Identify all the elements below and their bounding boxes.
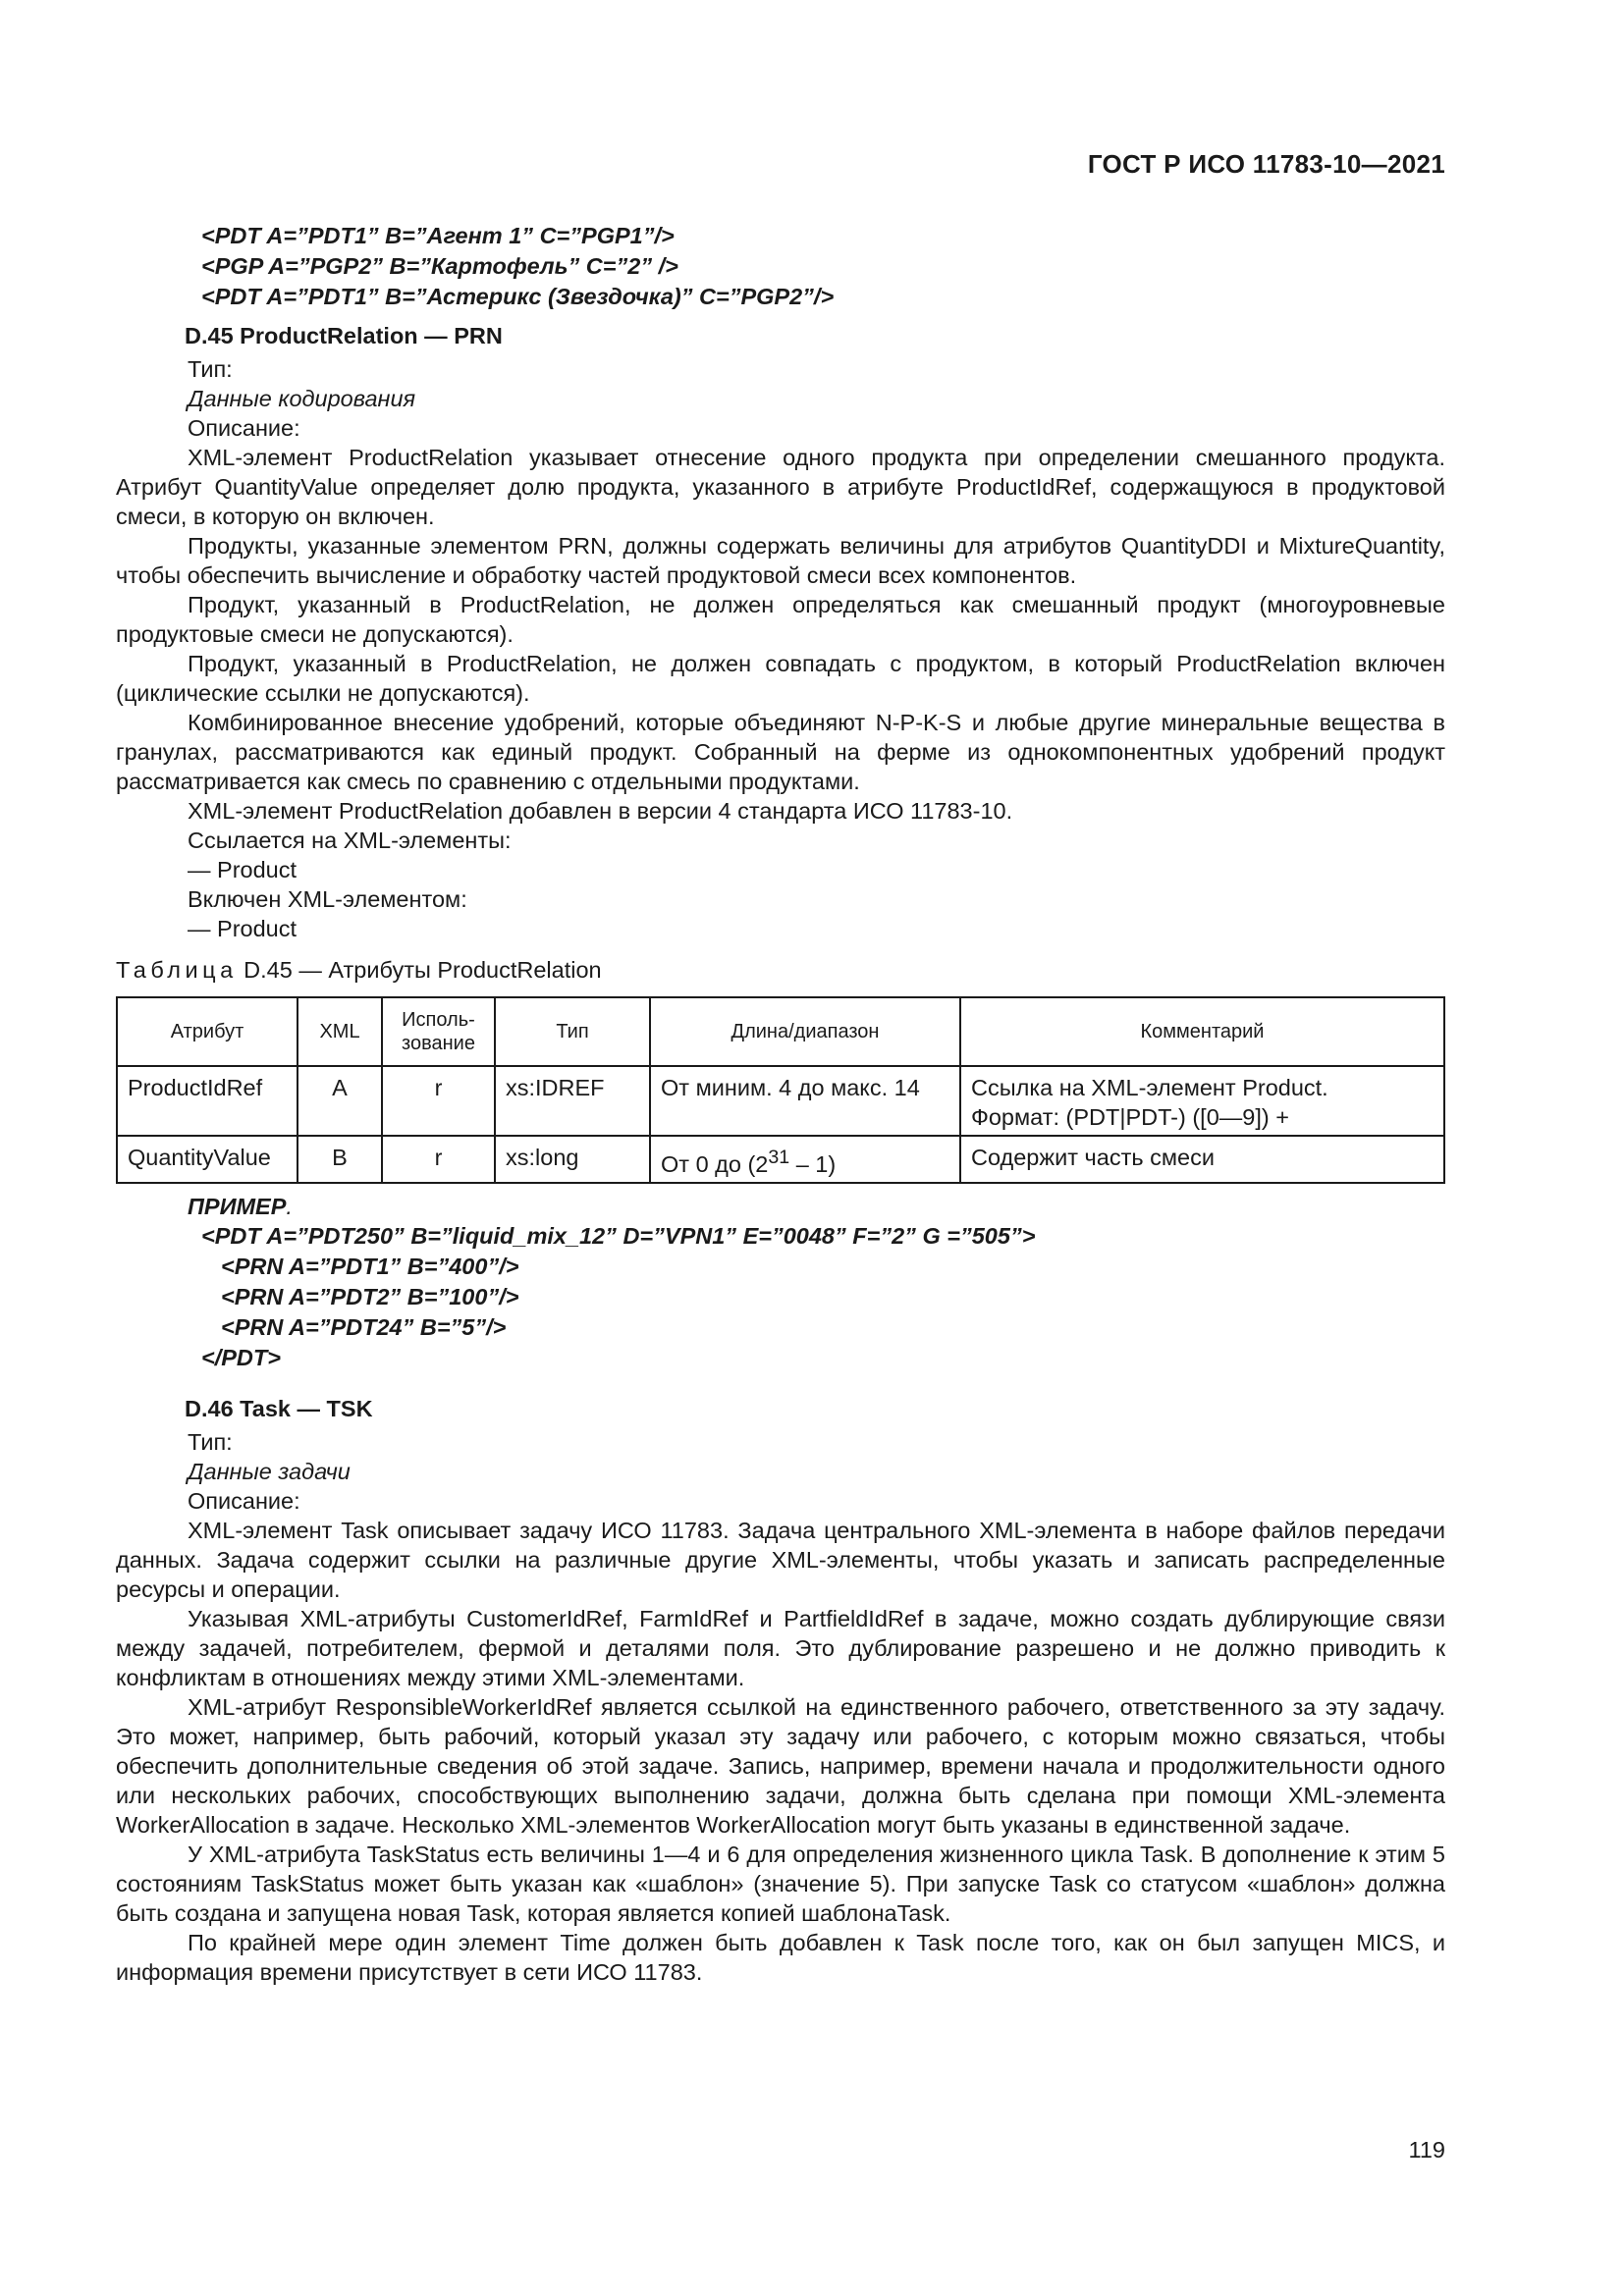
cell-range: От миним. 4 до макс. 14 [650,1066,960,1136]
header-xml: XML [298,997,382,1066]
type-value: Данные кодирования [188,386,416,411]
paragraph: По крайней мере один элемент Time должен быть добавлен к Task после того, как он был запущен MICS, и информация времени присутствует в сети ИСО 11783. [116,1929,1445,1985]
header-comment: Комментарий [960,997,1444,1066]
header-attribute: Атрибут [117,997,298,1066]
type-label: Тип: [188,356,233,382]
code-line: <PDT A=”PDT1” B=”Астерикс (Звездочка)” C=”PGP2”/> [201,284,835,309]
included-item: — Product [188,916,298,941]
example-title [116,1192,1445,1221]
code-block-top [116,221,1445,312]
comment-line: Формат: (PDT|PDT-) ([0—9]) + [971,1104,1289,1130]
paragraph: Продукты, указанные элементом PRN, должны содержать величины для атрибутов QuantityDDI и MixtureQuantity, чтобы обеспечить вычисление и обработку частей продуктовой смеси всех компонентов. [116,533,1445,588]
table-caption-text: D.45 — Атрибуты ProductRelation [237,957,602,983]
page-number: 119 [1408,2137,1445,2163]
type-value: Данные задачи [188,1458,351,1484]
attributes-table [116,996,1445,1184]
refs-item: — Product [188,857,298,882]
paragraph: У XML-атрибута TaskStatus есть величины 1—4 и 6 для определения жизненного цикла Task. В дополнение к этим 5 состояниям TaskStatus может быть указан как «шаблон» (значение 5). При запуске Task со статусом «шаблон» должна быть создана и запущена новая Task, которая является копией шаблонаTask. [116,1841,1445,1926]
cell-type: xs:long [495,1136,650,1183]
code-line: <PDT A=”PDT250” B=”liquid_mix_12” D=”VPN1” E=”0048” F=”2” G =”505”> [201,1222,1036,1249]
example-title-dot: . [286,1193,293,1219]
page-content [116,221,1445,1987]
header-type: Тип [495,997,650,1066]
header-usage-line2: зование [402,1033,475,1054]
header-usage [382,997,495,1066]
paragraph: XML-атрибут ResponsibleWorkerIdRef является ссылкой на единственного рабочего, ответственного за эту задачу. Это может, например, быть рабочий, который указал эту задачу или рабочего, с которым можно связаться, чтобы обеспечить дополнительные сведения об этой задаче. Запись, например, времени начала и продолжительности одного или нескольких рабочих, способствующих выполнению задачи, должна быть сделана при помощи XML-элемента WorkerAllocation в задаче. Несколько XML-элементов WorkerAllocation могут быть указаны в единственной задаче. [116,1693,1445,1838]
cell-type: xs:IDREF [495,1066,650,1136]
cell-usage: r [382,1066,495,1136]
section-title-d45: D.45 ProductRelation — PRN [185,323,503,348]
range-part: – 1) [789,1150,837,1177]
cell-attribute: QuantityValue [117,1136,298,1183]
header-usage-line1: Исполь- [402,1009,475,1031]
range-exponent: 31 [768,1147,790,1168]
section-title-d46: D.46 Task — TSK [185,1395,373,1421]
type-label: Тип: [188,1428,233,1455]
paragraph: Продукт, указанный в ProductRelation, не должен совпадать с продуктом, в который ProductRelation включен (циклические ссылки не допускаются). [116,651,1445,706]
table-row [117,1136,1444,1183]
description-label: Описание: [188,1487,300,1514]
code-line: <PGP A=”PGP2” B=”Картофель” C=”2” /> [201,253,678,279]
cell-usage: r [382,1136,495,1183]
paragraph: XML-элемент ProductRelation указывает отнесение одного продукта при определении смешанного продукта. Атрибут QuantityValue определяет долю продукта, указанного в атрибуте ProductIdRef, содержащуюся в продуктовой смеси, в которую он включен. [116,445,1445,529]
table-caption-prefix: Таблица [116,957,238,983]
table-caption [116,955,1445,985]
header-range: Длина/диапазон [650,997,960,1066]
cell-xml: B [298,1136,382,1183]
cell-comment: Содержит часть смеси [960,1136,1444,1183]
table-header-row [117,997,1444,1066]
example-title-text: ПРИМЕР [188,1193,287,1219]
table-row [117,1066,1444,1136]
included-label: Включен XML-элементом: [188,886,467,912]
code-line: <PDT A=”PDT1” B=”Агент 1” C=”PGP1”/> [201,223,675,248]
standard-header: ГОСТ Р ИСО 11783-10—2021 [1087,149,1445,179]
range-part: От 0 до (2 [661,1150,769,1177]
paragraph: Указывая XML-атрибуты CustomerIdRef, FarmIdRef и PartfieldIdRef в задаче, можно создать дублирующие связи между задачей, потребителем, фермой и деталями поля. Это дублирование разрешено и не должно приводить к конфликтам в отношениях между этими XML-элементами. [116,1605,1445,1690]
cell-comment [960,1066,1444,1136]
code-line: <PRN A=”PDT2” B=”100”/> [221,1283,519,1309]
cell-attribute: ProductIdRef [117,1066,298,1136]
code-line: <PRN A=”PDT24” B=”5”/> [221,1313,507,1340]
paragraph: Продукт, указанный в ProductRelation, не должен определяться как смешанный продукт (многоуровневые продуктовые смеси не допускаются). [116,592,1445,647]
code-block-example [116,1221,1445,1373]
paragraph: XML-элемент Task описывает задачу ИСО 11783. Задача центрального XML-элемента в наборе файлов передачи данных. Задача содержит ссылки на различные другие XML-элементы, чтобы указать и записать распределенные ресурсы и операции. [116,1517,1445,1602]
code-line: </PDT> [201,1344,281,1370]
code-line: <PRN A=”PDT1” B=”400”/> [221,1253,519,1279]
refs-label: Ссылается на XML-элементы: [188,828,512,853]
added-version-line: XML-элемент ProductRelation добавлен в версии 4 стандарта ИСО 11783-10. [188,798,1013,824]
description-label: Описание: [188,415,300,441]
comment-line: Ссылка на XML-элемент Product. [971,1075,1328,1100]
cell-xml: A [298,1066,382,1136]
cell-range [650,1136,960,1183]
paragraph: Комбинированное внесение удобрений, которые объединяют N-P-K-S и любые другие минеральные вещества в гранулах, рассматриваются как единый продукт. Собранный на ферме из однокомпонентных удобрений продукт рассматривается как смесь по сравнению с отдельными продуктами. [116,710,1445,794]
